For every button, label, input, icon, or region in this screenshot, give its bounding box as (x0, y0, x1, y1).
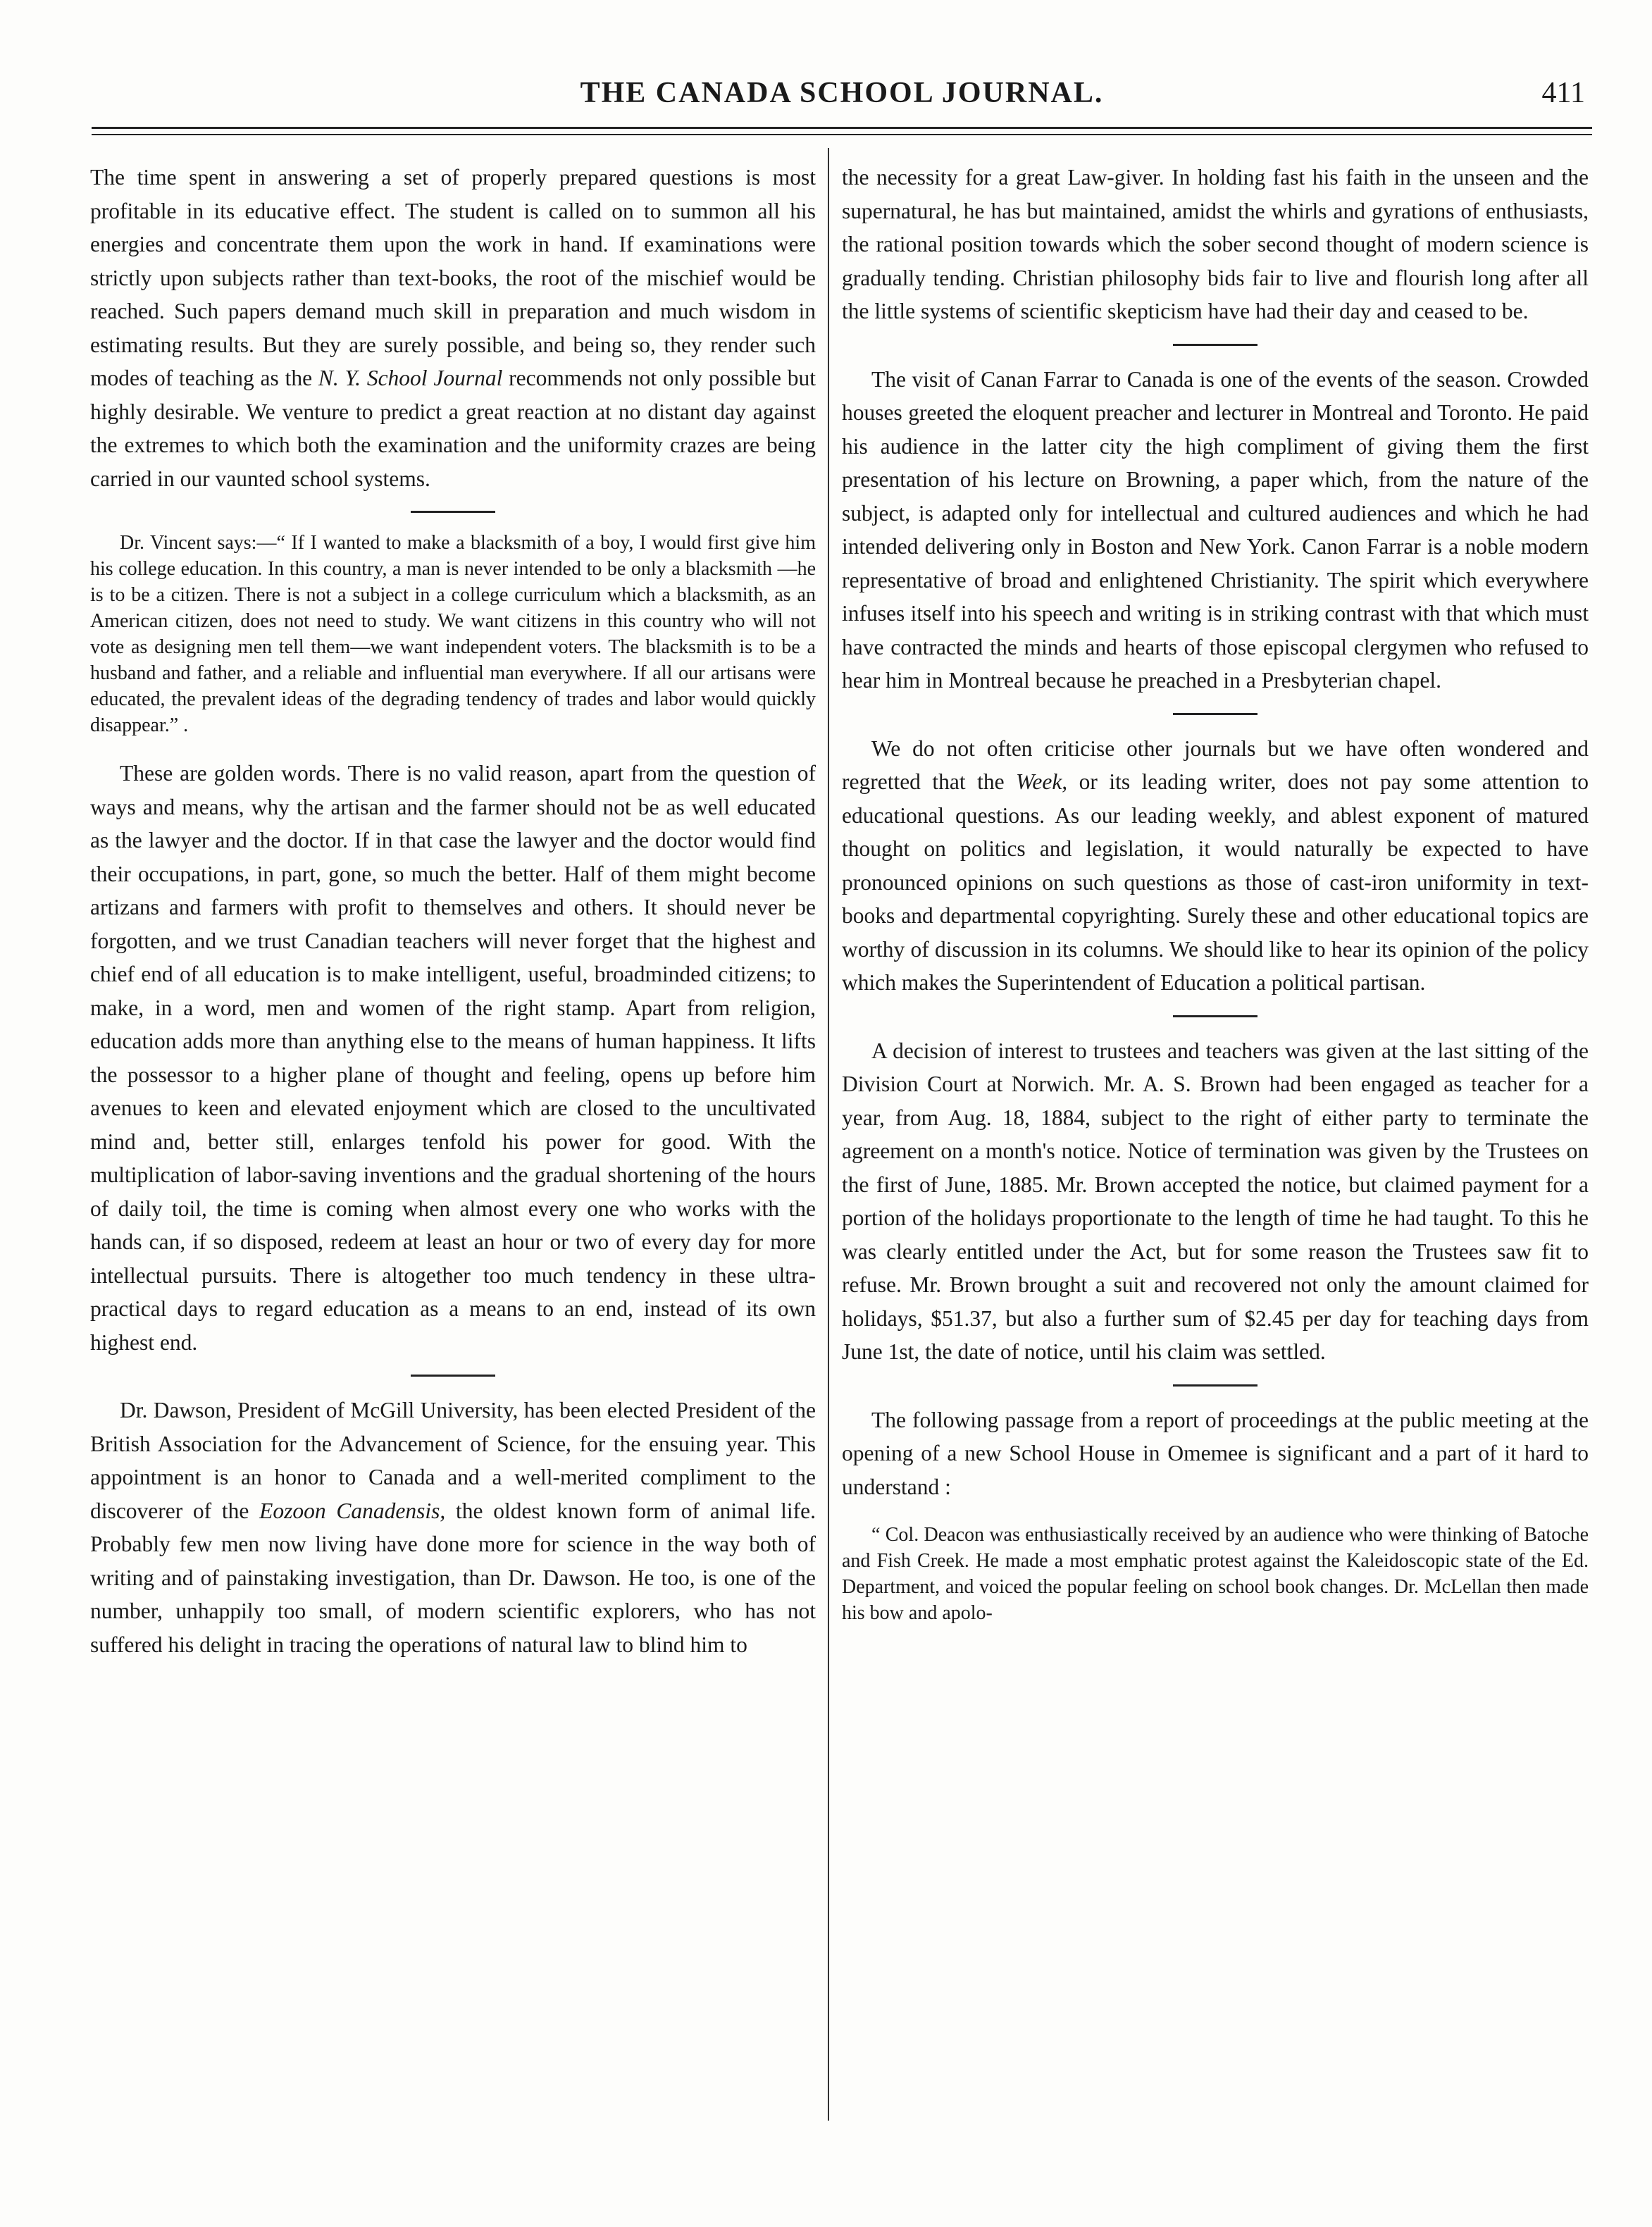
section-separator (1173, 713, 1257, 715)
paragraph-golden-words: These are golden words. There is no valid reason, apart from the question of ways and means, why the artisan and the farmer should not be as well educated as the lawyer and the doctor. If in that case the lawyer and the doctor would find their occupations, in part, gone, so much the better. Half of them might become artizans and farmers with profit to themselves and others. It should never be forgotten, and we trust Canadian teachers will never forget that the highest and chief end of all education is to make intelligent, useful, broadminded citizens; to make, in a word, men and women of the right stamp. Apart from religion, education adds more than anything else to the means of human happiness. It lifts the possessor to a higher plane of thought and feeling, opens up before him avenues to keen and elevated enjoyment which are closed to the uncultivated mind and, better still, enlarges tenfold his power for good. With the multiplication of labor-saving inventions and the gradual shortening of the hours of daily toil, the time is coming when almost every one who works with the hands can, if so disposed, redeem at least an hour or two of every day for more intellectual pursuits. There is altogether too much tendency in these ultra-practical days to regard education as a means to an end, instead of its own highest end. (90, 761, 816, 1355)
paragraph-norwich-decision: A decision of interest to trustees and teachers was given at the last sitting of the Division Court at Norwich. Mr. A. S. Brown had been engaged as teacher for a year, from Aug. 18, 1884, subject to the right of either party to terminate the agreement on a month's notice. Notice of termination was given by the Trustees on the first of June, 1885. Mr. Brown accepted the notice, but claimed payment for a portion of the holidays proportionate to the length of time he had taught. To this he was clearly entitled under the Act, but for some reason the Trustees saw fit to refuse. Mr. Brown brought a suit and recovered not only the amount claimed for holidays, $51.37, but also a further sum of $2.45 per day for teaching days from June 1st, the date of notice, until his claim was settled. (842, 1038, 1589, 1364)
right-column (842, 161, 1589, 1626)
section-separator (411, 1375, 495, 1377)
page-number: 411 (1541, 77, 1585, 109)
header-rule-thick (92, 127, 1592, 129)
journal-title: THE CANADA SCHOOL JOURNAL. (580, 77, 1104, 109)
quote-vincent: Dr. Vincent says:—“ If I wanted to make a blacksmith of a boy, I would first give him his college education. In this country, a man is never intended to be only a blacksmith —he is to be a citizen. There is not a subject in a college curriculum which a blacksmith, as an American citizen, does not need to study. We want citizens in this country who will not vote as designing men tell them—we want independent voters. The blacksmith is to be a husband and father, and a reliable and influential man everywhere. If all our artisans were educated, the prevalent ideas of the degrading tendency of trades and labor would quickly disappear.” . (90, 532, 816, 736)
page-header (85, 70, 1599, 120)
left-column (90, 161, 816, 1661)
column-divider (828, 148, 829, 2121)
section-separator (411, 511, 495, 513)
section-separator (1173, 1384, 1257, 1387)
header-rule-thin (92, 134, 1592, 135)
paragraph-week: We do not often criticise other journals but we have often wondered and regretted that the Week, or its leading writer, does not pay some attention to educational questions. As our leading weekly, and ablest exponent of matured thought on politics and legislation, it would naturally be expected to have pronounced opinions on such questions as those of cast-iron uniformity in text-books and departmental copyrighting. Surely these and other educational topics are worthy of discussion in its columns. We should like to hear its opinion of the policy which makes the Superintendent of Education a political partisan. (842, 736, 1589, 995)
paragraph-omemee: The following passage from a report of proceedings at the public meeting at the opening of a new School House in Omemee is significant and a part of it hard to understand : (842, 1407, 1589, 1499)
paragraph-farrar: The visit of Canan Farrar to Canada is one of the events of the season. Crowded houses greeted the eloquent preacher and lecturer in Montreal and Toronto. He paid his audience in the latter city the high compliment of giving them the first presentation of his lecture on Browning, a paper which, from the nature of the subject, is adapted only for intellectual and cultured audiences and which he had intended delivering only in Boston and New York. Canon Farrar is a noble modern representative of broad and enlightened Christianity. The spirit which everywhere infuses itself into his speech and writing is in striking contrast with that which must have contracted the minds and hearts of those episcopal clergymen who refused to hear him in Montreal because he preached in a Presbyterian chapel. (842, 366, 1589, 693)
section-separator (1173, 344, 1257, 346)
paragraph-questions: The time spent in answering a set of properly prepared questions is most profitable in its educative effect. The student is called on to summon all his energies and concentrate them upon the work in hand. If examinations were strictly upon subjects rather than text-books, the root of the mischief would be reached. Such papers demand much skill in preparation and much wisdom in estimating results. But they are surely possible, and being so, they render such modes of teaching as the N. Y. School Journal recommends not only possible but highly desirable. We venture to predict a great reaction at no distant day against the extremes to which both the examination and the uniformity crazes are being carried in our vaunted school systems. (90, 165, 816, 491)
quote-deacon: “ Col. Deacon was enthusiastically received by an audience who were thinking of Batoche and Fish Creek. He made a most emphatic protest against the Kaleidoscopic state of the Ed. Department, and voiced the popular feeling on school book changes. Dr. McLellan then made his bow and apolo- (842, 1524, 1589, 1624)
paragraph-dawson: Dr. Dawson, President of McGill University, has been elected President of the British Association for the Advancement of Science, for the ensuing year. This appointment is an honor to Canada and a well-merited compliment to the discoverer of the Eozoon Canadensis, the oldest known form of animal life. Probably few men now living have done more for science in the way both of writing and of painstaking investigation, than Dr. Dawson. He too, is one of the number, unhappily too small, of modern scientific explorers, who has not suffered his delight in tracing the operations of natural law to blind him to (90, 1398, 816, 1657)
paragraph-lawgiver: the necessity for a great Law-giver. In holding fast his faith in the unseen and the supernatural, he has but maintained, amidst the whirls and gyrations of enthusiasts, the rational position towards which the sober second thought of modern science is gradually tending. Christian philosophy bids fair to live and flourish long after all the little systems of scientific skepticism have had their day and ceased to be. (842, 165, 1589, 323)
section-separator (1173, 1015, 1257, 1017)
